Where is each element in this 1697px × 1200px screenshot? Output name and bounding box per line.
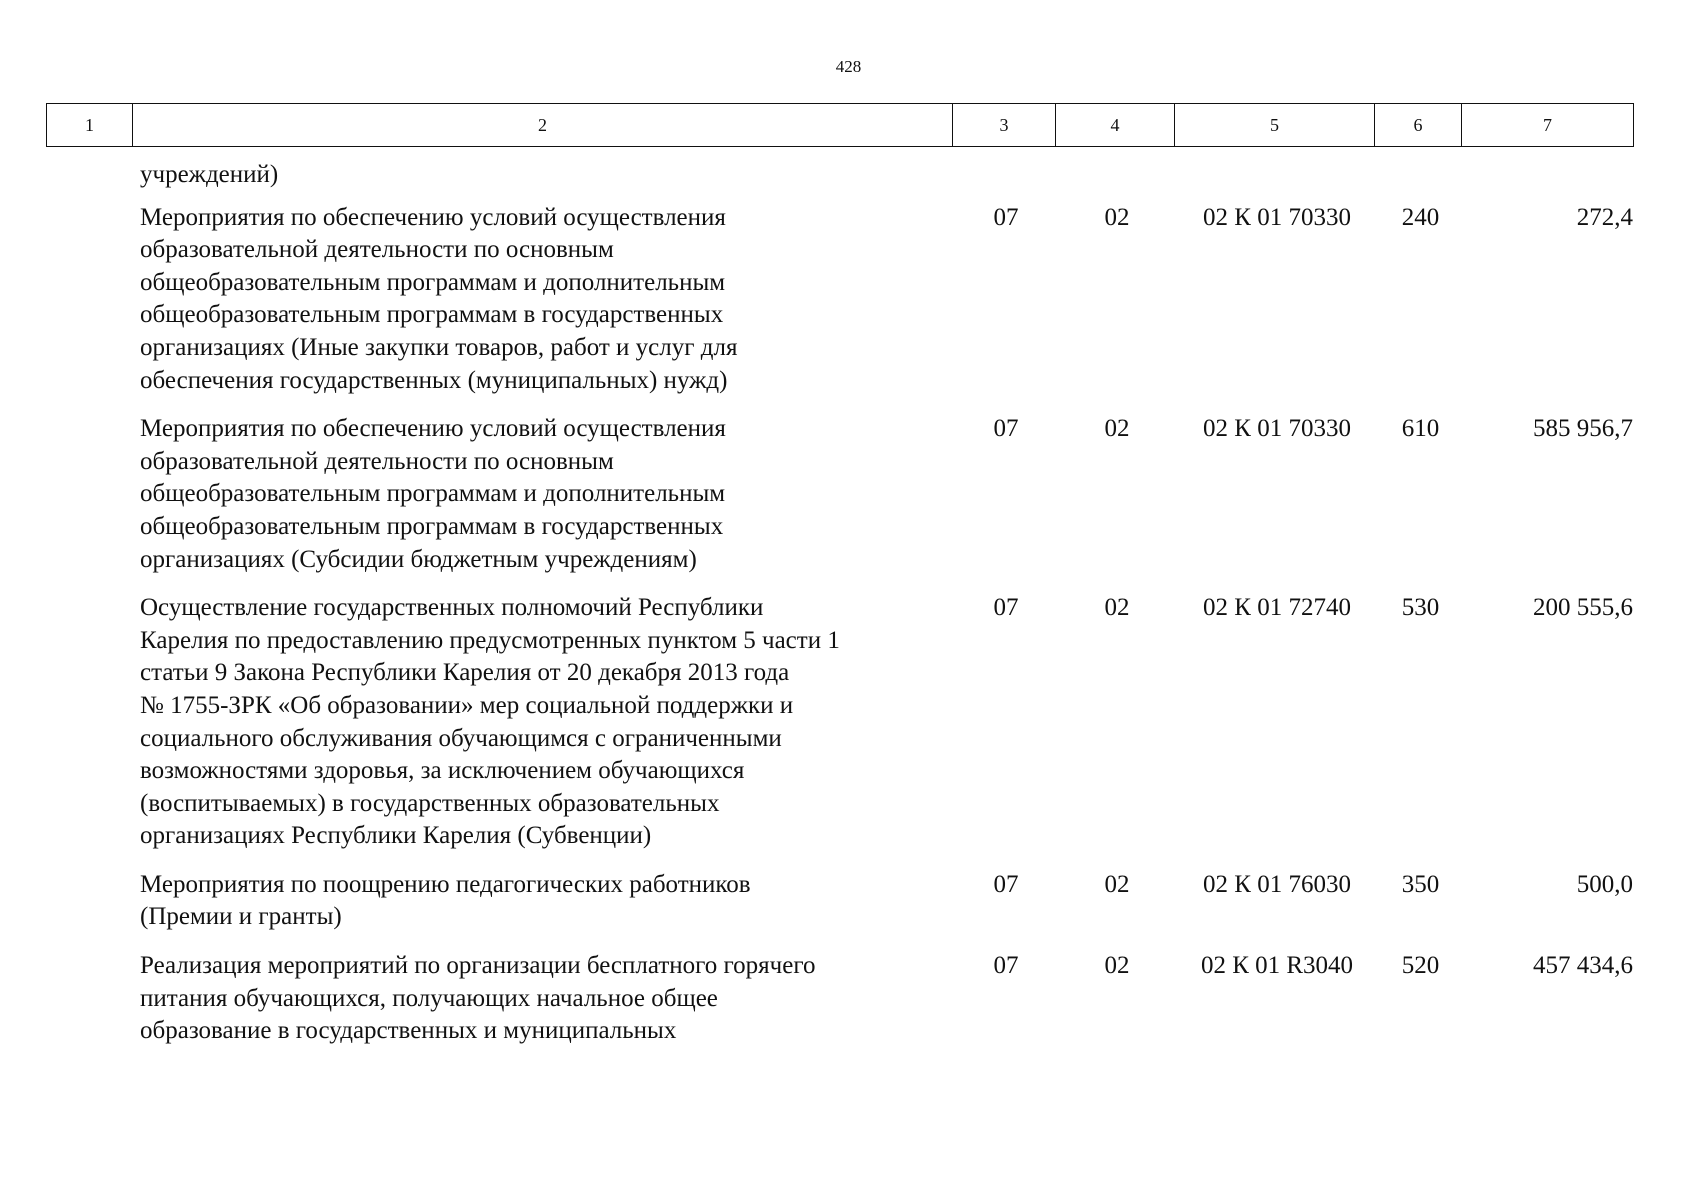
row-section: 07 bbox=[993, 594, 1019, 622]
row-amount: 272,4 bbox=[1576, 203, 1633, 231]
row-subsection: 02 bbox=[1104, 203, 1130, 231]
row-target-code: 02 К 01 70330 bbox=[1203, 415, 1351, 443]
continuation-row bbox=[46, 159, 1633, 192]
row-section: 07 bbox=[993, 203, 1019, 231]
table-row bbox=[46, 869, 1633, 934]
row-target-code: 02 К 01 R3040 bbox=[1200, 952, 1354, 980]
column-header-2: 2 bbox=[133, 104, 953, 147]
page-number: 428 bbox=[835, 57, 862, 76]
row-subsection: 02 bbox=[1104, 594, 1130, 622]
row-amount: 457 434,6 bbox=[1533, 952, 1633, 980]
column-header-1: 1 bbox=[47, 104, 133, 147]
column-header-table bbox=[46, 103, 1634, 147]
row-name: Мероприятия по обеспечению условий осуществления образовательной деятельности по основным общеобразовательным программам и дополнительным общеобразовательным программам в государственных организациях (Субсидии бюджетным учреждениям) bbox=[140, 415, 726, 573]
row-subsection: 02 bbox=[1104, 870, 1130, 898]
row-target-code: 02 К 01 72740 bbox=[1203, 594, 1351, 622]
row-section: 07 bbox=[993, 870, 1019, 898]
column-header-3: 3 bbox=[953, 104, 1056, 147]
row-subsection: 02 bbox=[1104, 415, 1130, 443]
row-expense-type: 520 bbox=[1401, 952, 1440, 980]
row-amount: 500,0 bbox=[1576, 870, 1633, 898]
row-section: 07 bbox=[993, 952, 1019, 980]
column-header-row bbox=[47, 104, 1634, 147]
row-target-code: 02 К 01 76030 bbox=[1203, 870, 1351, 898]
column-header-5: 5 bbox=[1175, 104, 1375, 147]
row-expense-type: 350 bbox=[1401, 870, 1440, 898]
row-target-code: 02 К 01 70330 bbox=[1203, 203, 1351, 231]
column-header-4: 4 bbox=[1056, 104, 1175, 147]
row-expense-type: 530 bbox=[1401, 594, 1440, 622]
row-expense-type: 610 bbox=[1401, 415, 1440, 443]
row-name: Мероприятия по поощрению педагогических работников (Премии и гранты) bbox=[140, 870, 751, 931]
row-name: Реализация мероприятий по организации бесплатного горячего питания обучающихся, получающих начальное общее образование в государственных и муниципальных bbox=[140, 952, 816, 1045]
row-amount: 200 555,6 bbox=[1533, 594, 1633, 622]
row-name: Осуществление государственных полномочий Республики Карелия по предоставлению предусмотренных пунктом 5 части 1 статьи 9 Закона Республики Карелия от 20 декабря 2013 года № 1755-ЗРК «Об образовании» мер социальной поддержки и социального обслуживания обучающимся с ограниченными возможностями здоровья, за исключением обучающихся (воспитываемых) в государственных образовательных организациях Республики Карелия (Субвенции) bbox=[140, 594, 840, 850]
row-name: Мероприятия по обеспечению условий осуществления образовательной деятельности по основным общеобразовательным программам и дополнительным общеобразовательным программам в государственных организациях (Иные закупки товаров, работ и услуг для обеспечения государственных (муниципальных) нужд) bbox=[140, 203, 738, 394]
row-section: 07 bbox=[993, 415, 1019, 443]
budget-rows bbox=[46, 159, 1633, 1064]
table-row bbox=[46, 950, 1633, 1048]
row-amount: 585 956,7 bbox=[1533, 415, 1633, 443]
table-row bbox=[46, 413, 1633, 576]
continuation-text: учреждений) bbox=[140, 161, 279, 188]
row-expense-type: 240 bbox=[1401, 203, 1440, 231]
column-header-7: 7 bbox=[1462, 104, 1634, 147]
table-row bbox=[46, 202, 1633, 398]
table-row bbox=[46, 592, 1633, 853]
column-header-6: 6 bbox=[1375, 104, 1462, 147]
row-subsection: 02 bbox=[1104, 952, 1130, 980]
